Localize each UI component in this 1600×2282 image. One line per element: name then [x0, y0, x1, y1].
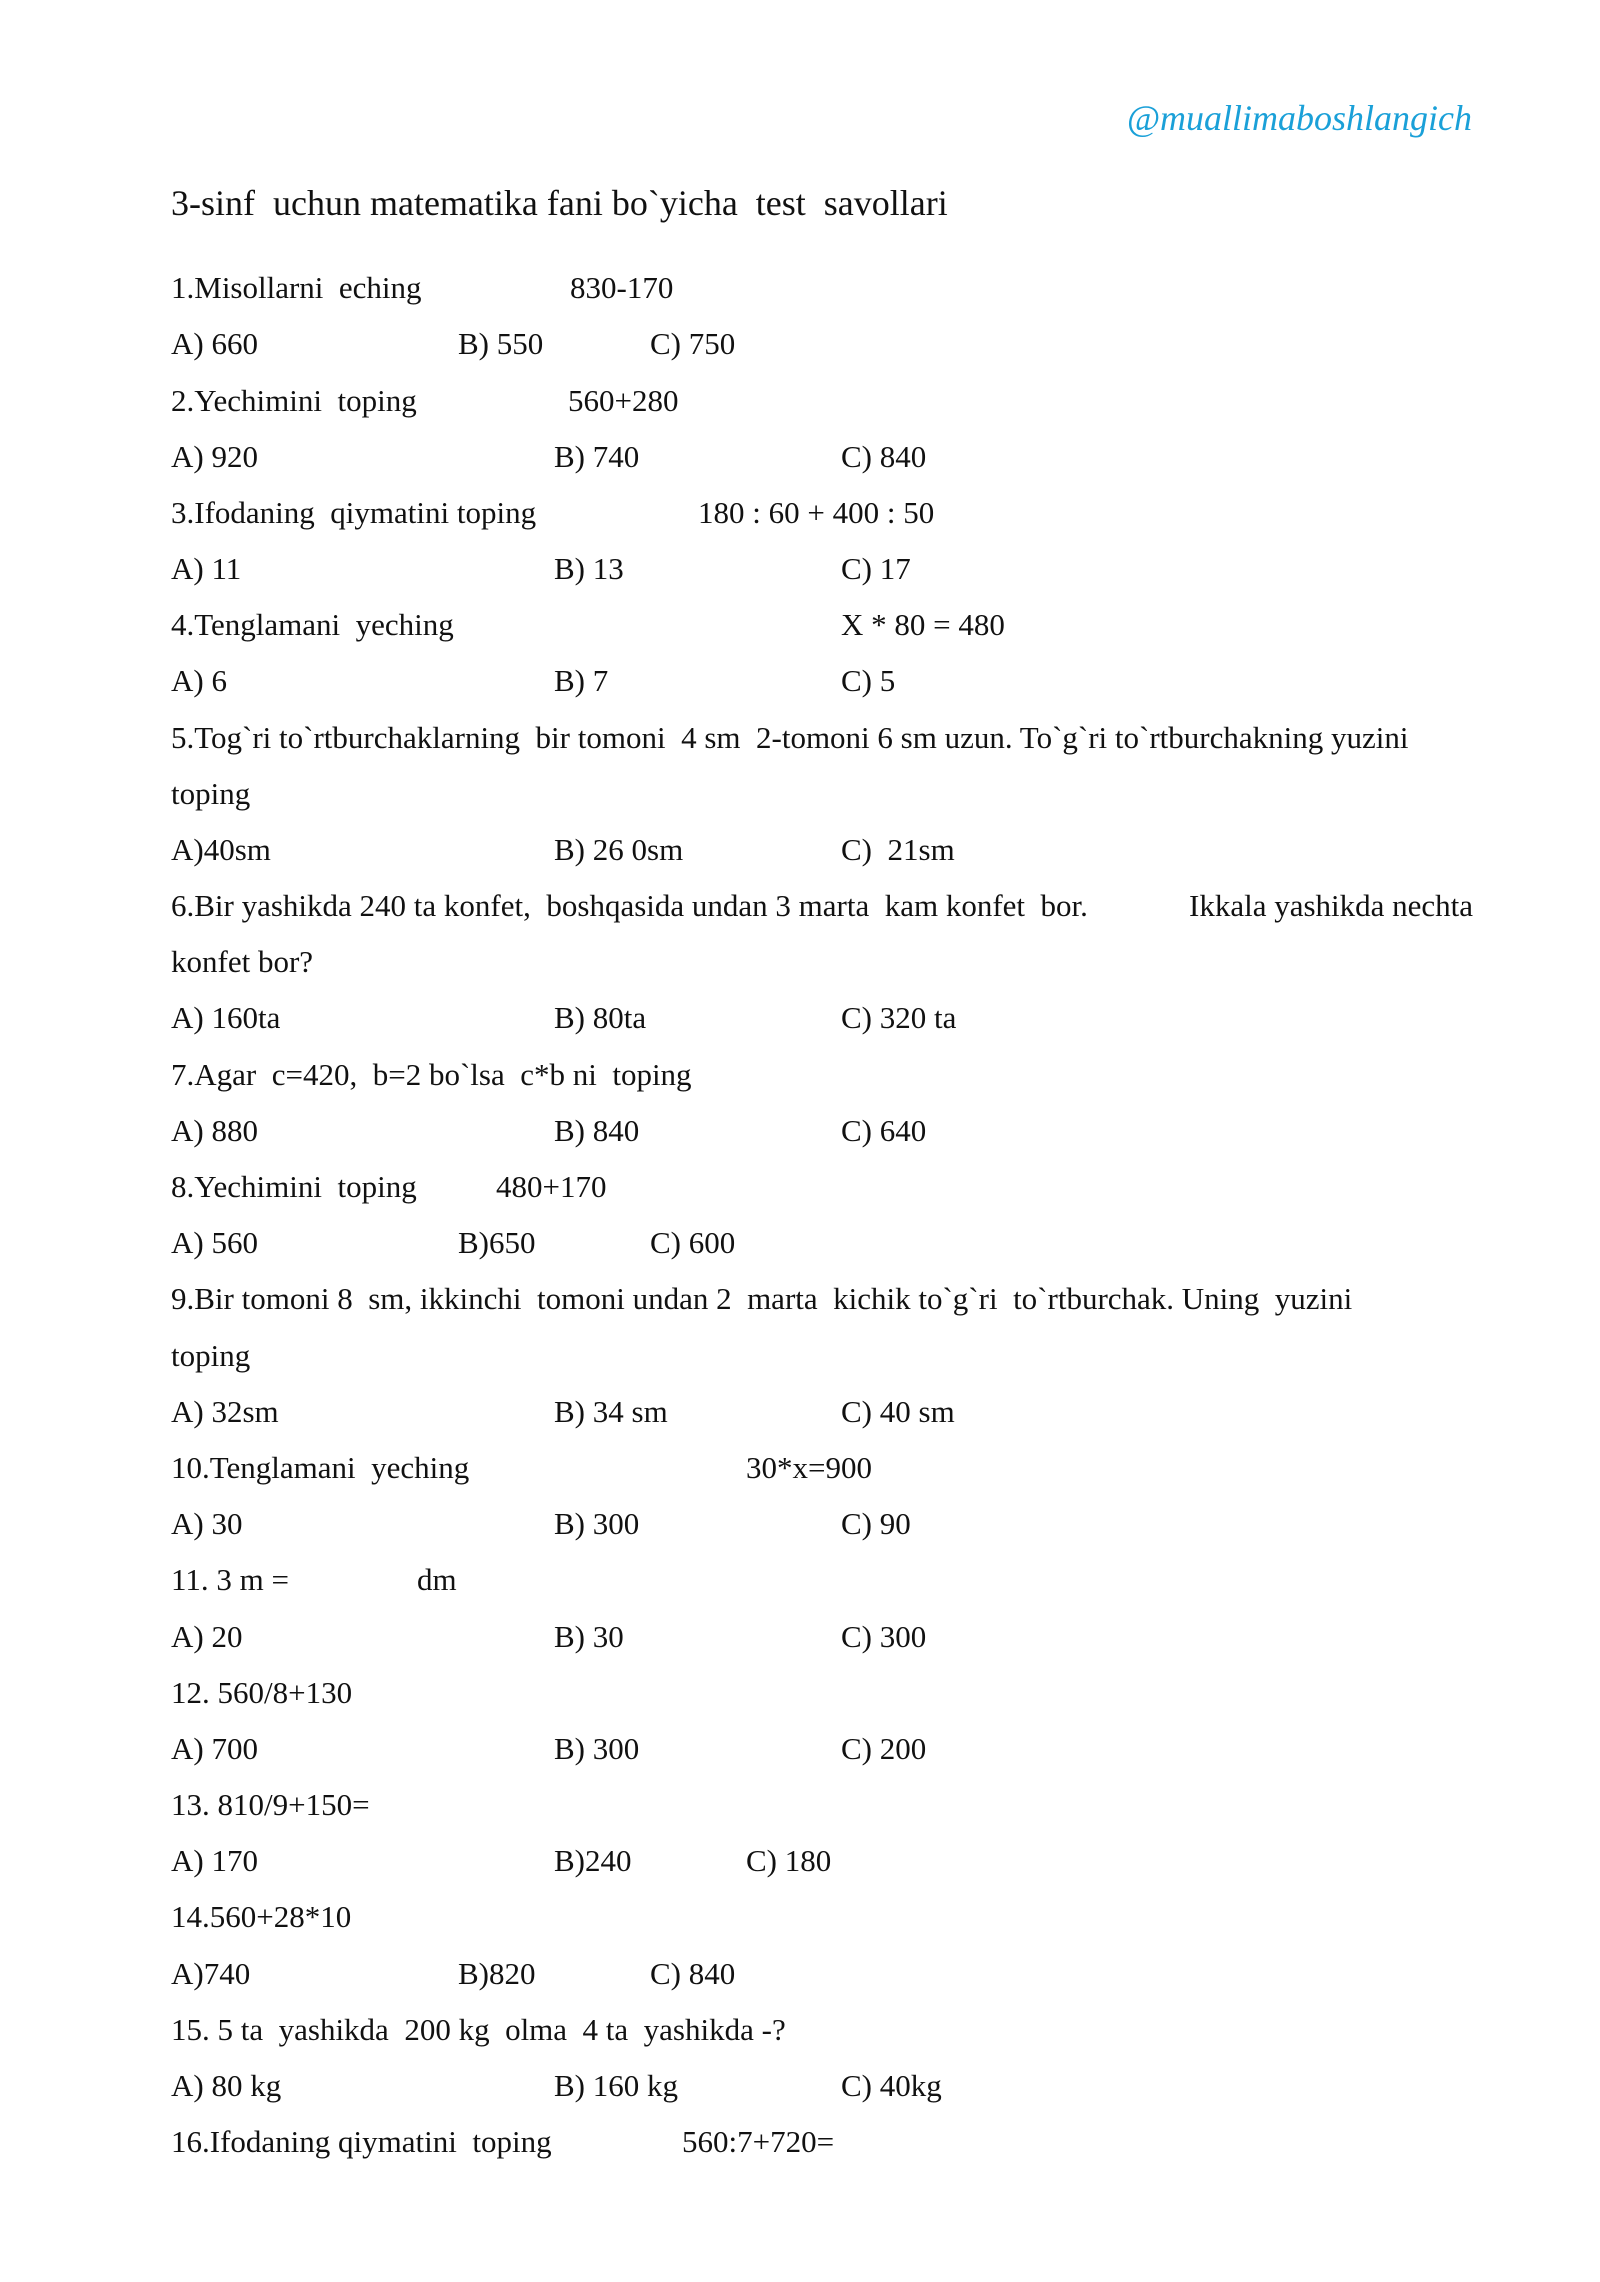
question-expression: 480+170 — [496, 1169, 607, 1204]
answer-a: A) 920 — [171, 439, 258, 474]
answer-b: B) 740 — [554, 439, 640, 474]
answer-c: C) 40kg — [841, 2068, 942, 2103]
watermark: @muallimaboshlangich — [1126, 98, 1472, 138]
answer-a: A) 6 — [171, 663, 227, 698]
question-text-tail: Ikkala yashikda nechta — [1189, 888, 1474, 923]
answer-a: A) 700 — [171, 1731, 258, 1766]
answer-a: A) 660 — [171, 326, 258, 361]
answer-b: B) 550 — [458, 326, 544, 361]
question-text: 5.Tog`ri to`rtburchaklarning bir tomoni 4 sm 2-tomoni 6 sm uzun. To`g`ri to`rtburchakning yuzini — [171, 720, 1409, 755]
question-text: 16.Ifodaning qiymatini toping — [171, 2124, 552, 2159]
answer-b: B)650 — [458, 1225, 536, 1260]
answer-c: C) 40 sm — [841, 1394, 955, 1429]
answer-b: B) 160 kg — [554, 2068, 678, 2103]
answer-a: A)40sm — [171, 832, 271, 867]
question-text: 9.Bir tomoni 8 sm, ikkinchi tomoni undan 2 marta kichik to`g`ri to`rtburchak. Uning yuzini — [171, 1281, 1353, 1316]
answer-a: A) 880 — [171, 1113, 258, 1148]
question-expression: 830-170 — [570, 270, 674, 305]
question-text: 7.Agar c=420, b=2 bo`lsa c*b ni toping — [171, 1057, 692, 1092]
answer-b: B) 26 0sm — [554, 832, 684, 867]
answer-a: A) 20 — [171, 1619, 243, 1654]
question-unit: dm — [417, 1562, 457, 1597]
question-16 — [171, 2122, 835, 2282]
answer-c: C) 600 — [650, 1225, 736, 1260]
question-text-continued: toping — [171, 1338, 251, 1373]
question-text: 6.Bir yashikda 240 ta konfet, boshqasida undan 3 marta kam konfet bor. — [171, 888, 1088, 923]
answer-c: C) 840 — [650, 1956, 736, 1991]
answer-c: C) 320 ta — [841, 1000, 957, 1035]
answer-a: A)740 — [171, 1956, 251, 1991]
question-text-continued: konfet bor? — [171, 944, 314, 979]
answer-b: B)240 — [554, 1843, 632, 1878]
answer-b: B) 13 — [554, 551, 624, 586]
answer-b: B) 840 — [554, 1113, 640, 1148]
answer-b: B) 300 — [554, 1731, 640, 1766]
answer-c: C) 90 — [841, 1506, 911, 1541]
answer-b: B) 80ta — [554, 1000, 647, 1035]
question-text: 12. 560/8+130 — [171, 1675, 353, 1710]
answer-a: A) 80 kg — [171, 2068, 282, 2103]
answer-c: C) 300 — [841, 1619, 927, 1654]
answer-b: B) 300 — [554, 1506, 640, 1541]
page-title: 3-sinf uchun matematika fani bo`yicha test savollari — [171, 183, 948, 223]
answer-c: C) 21sm — [841, 832, 955, 867]
question-expression: X * 80 = 480 — [841, 607, 1005, 642]
question-expression: 30*x=900 — [746, 1450, 872, 1485]
answer-a: A) 170 — [171, 1843, 258, 1878]
answer-b: B) 7 — [554, 663, 609, 698]
question-text: 15. 5 ta yashikda 200 kg olma 4 ta yashikda -? — [171, 2012, 786, 2047]
answer-c: C) 180 — [746, 1843, 832, 1878]
question-text: 11. 3 m = — [171, 1562, 289, 1597]
answer-a: A) 32sm — [171, 1394, 279, 1429]
question-expression: 560:7+720= — [682, 2124, 835, 2159]
answer-b: B)820 — [458, 1956, 536, 1991]
question-expression: 560+280 — [568, 383, 679, 418]
question-text: 14.560+28*10 — [171, 1899, 352, 1934]
question-text-continued: toping — [171, 776, 251, 811]
answer-a: A) 11 — [171, 551, 242, 586]
question-text: 3.Ifodaning qiymatini toping — [171, 495, 537, 530]
answer-c: C) 640 — [841, 1113, 927, 1148]
answer-b: B) 34 sm — [554, 1394, 668, 1429]
question-text: 10.Tenglamani yeching — [171, 1450, 470, 1485]
answer-c: C) 5 — [841, 663, 896, 698]
answer-b: B) 30 — [554, 1619, 624, 1654]
answer-a: A) 560 — [171, 1225, 258, 1260]
answer-c: C) 200 — [841, 1731, 927, 1766]
answer-c: C) 17 — [841, 551, 911, 586]
question-text: 8.Yechimini toping — [171, 1169, 417, 1204]
answer-c: C) 840 — [841, 439, 927, 474]
question-text: 1.Misollarni eching — [171, 270, 422, 305]
question-text: 13. 810/9+150= — [171, 1787, 370, 1822]
question-text: 2.Yechimini toping — [171, 383, 417, 418]
question-expression: 180 : 60 + 400 : 50 — [698, 495, 935, 530]
answer-a: A) 30 — [171, 1506, 243, 1541]
answer-c: C) 750 — [650, 326, 736, 361]
answer-a: A) 160ta — [171, 1000, 281, 1035]
question-text: 4.Tenglamani yeching — [171, 607, 454, 642]
